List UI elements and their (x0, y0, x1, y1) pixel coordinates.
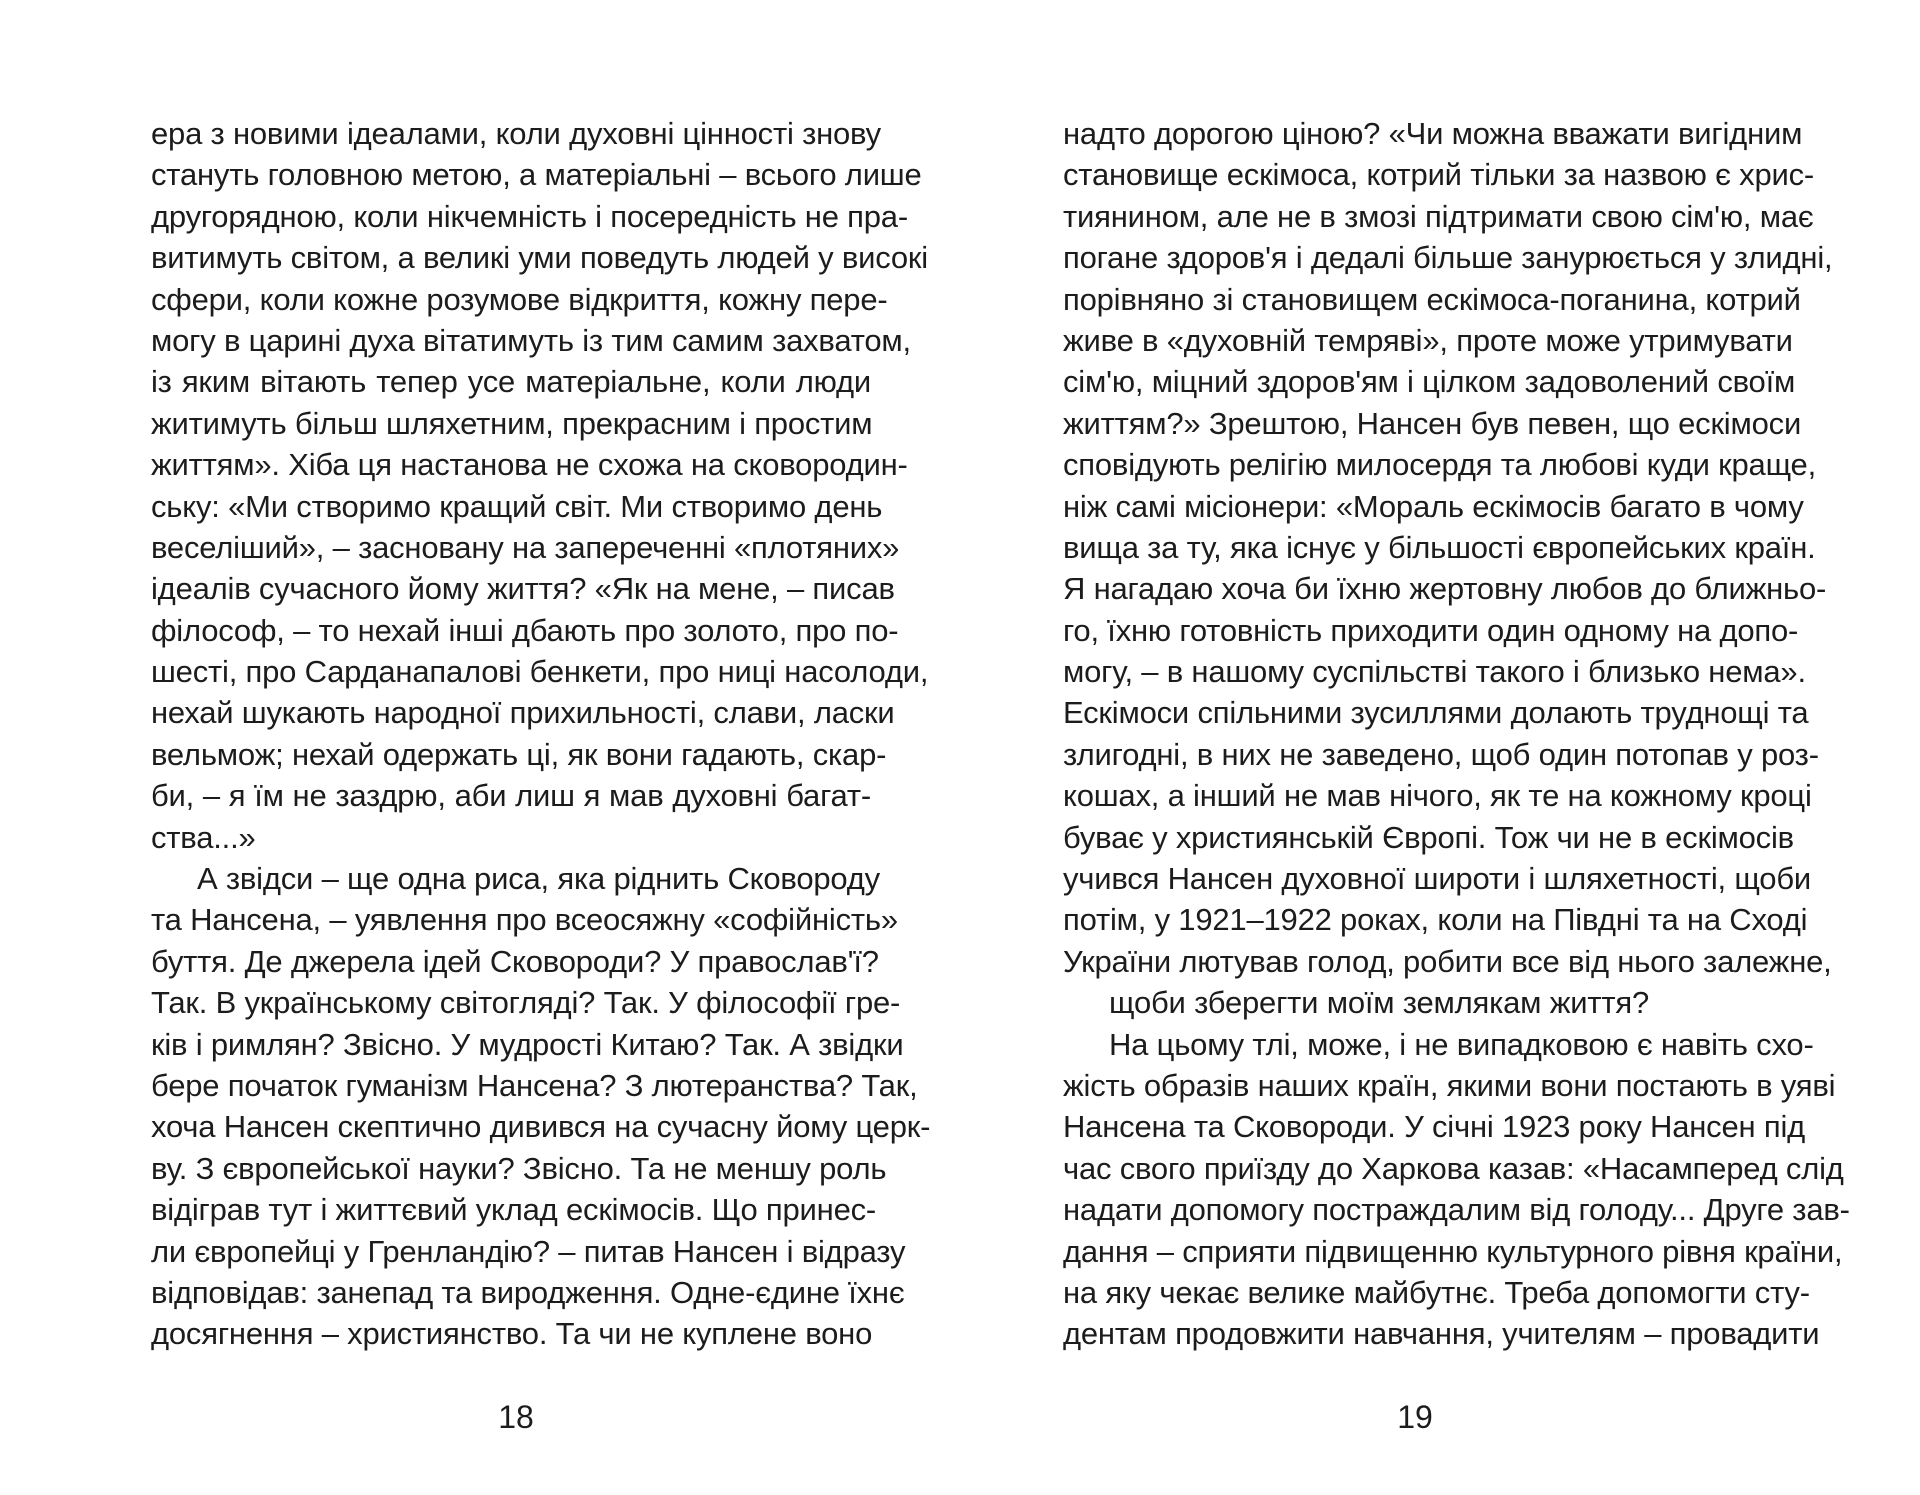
page-number-right: 19 (1397, 1399, 1433, 1435)
text-line: могу в царині духа вітатимуть із тим самим захватом, (151, 322, 911, 358)
text-line: потім, у 1921–1922 роках, коли на Півдні та на Сході (1063, 902, 1808, 938)
text-line: бере початок гуманізм Нансена? З лютеранства? Так, (151, 1067, 918, 1103)
text-line: тиянином, але не в змозі підтримати свою сім'ю, має (1063, 198, 1814, 234)
text-line: веселіший», – засновану на запереченні «плотяних» (151, 529, 900, 565)
text-line: сім'ю, міцний здоров'ям і цілком задоволений своїм (1063, 364, 1796, 400)
text-line: дання – сприяти підвищенню культурного рівня країни, (1063, 1233, 1843, 1269)
text-line: хоча Нансен скептично дивився на сучасну йому церк- (151, 1109, 931, 1145)
text-line: витимуть світом, а великі уми поведуть людей у високі (151, 240, 928, 276)
text-line: та Нансена, – уявлення про всеосяжну «софійність» (151, 902, 898, 938)
text-line: відповідав: занепад та виродження. Одне-єдине їхнє (151, 1274, 905, 1310)
text-line: ли європейці у Гренландію? – питав Нансен і відразу (151, 1233, 906, 1269)
text-line: надати допомогу постраждалим від голоду... Друге зав- (1063, 1192, 1850, 1228)
text-line: злигодні, в них не заведено, щоб один потопав у роз- (1063, 736, 1819, 772)
text-line: стануть головною метою, а матеріальні – всього лише (151, 157, 922, 193)
text-line: жість образів наших країн, якими вони постають в уяві (1063, 1067, 1836, 1103)
text-line: Я нагадаю хоча би їхню жертовну любов до ближньо- (1063, 571, 1827, 607)
left-page-text (151, 113, 931, 1355)
text-line: час свого приїзду до Харкова казав: «Насамперед слід (1063, 1150, 1844, 1186)
text-line: щоби зберегти моїм землякам життя? (1109, 985, 1649, 1021)
text-line: сфери, коли кожне розумове відкриття, кожну пере- (151, 281, 888, 317)
page-number-left: 18 (498, 1399, 534, 1435)
right-page-text (1063, 113, 1850, 1355)
text-line: погане здоров'я і дедалі більше занурюється у злидні, (1063, 240, 1833, 276)
text-line: вельмож; нехай одержать ці, як вони гадають, скар- (151, 736, 887, 772)
text-line: го, їхню готовність приходити один одному на допо- (1063, 612, 1799, 648)
text-line: дентам продовжити навчання, учителям – провадити (1063, 1316, 1820, 1352)
text-line: нехай шукають народної прихильності, слави, ласки (151, 695, 895, 731)
text-line: із яким вітають тепер усе матеріальне, коли люди (151, 364, 871, 400)
text-line: вища за ту, яка існує у більшості європейських країн. (1063, 529, 1816, 565)
left-page (151, 0, 931, 1495)
text-line: буває у християнській Європі. Тож чи не в ескімосів (1063, 819, 1794, 855)
text-line: на яку чекає велике майбутнє. Треба допомогти сту- (1063, 1274, 1810, 1310)
text-line: відіграв тут і життєвий уклад ескімосів. Що принес- (151, 1192, 877, 1228)
text-line: учився Нансен духовної широти і шляхетності, щоби (1063, 861, 1812, 897)
text-line: могу, – в нашому суспільстві такого і близько нема». (1063, 654, 1806, 690)
text-line-paragraph-start: А звідси – ще одна риса, яка ріднить Сковороду (197, 861, 880, 897)
text-line: філософ, – то нехай інші дбають про золото, про по- (151, 612, 899, 648)
text-line: досягнення – християнство. Та чи не куплене воно (151, 1316, 873, 1352)
text-line: життям?» Зрештою, Нансен був певен, що ескімоси (1063, 405, 1802, 441)
text-line: ства...» (151, 819, 256, 855)
right-page (1063, 0, 1850, 1495)
text-line: буття. Де джерела ідей Сковороди? У православ'ї? (151, 943, 879, 979)
text-line: ську: «Ми створимо кращий світ. Ми створимо день (151, 488, 883, 524)
text-line: Ескімоси спільними зусиллями долають труднощі та (1063, 695, 1809, 731)
text-line: другорядною, коли нікчемність і посередність не пра- (151, 198, 908, 234)
text-line: житимуть більш шляхетним, прекрасним і простим (151, 405, 873, 441)
text-line: життям». Хіба ця настанова не схожа на сковородин- (151, 447, 908, 483)
text-line: ніж самі місіонери: «Мораль ескімосів багато в чому (1063, 488, 1804, 524)
text-line: Так. В українському світогляді? Так. У філософії гре- (151, 985, 901, 1021)
text-line: Нансена та Сковороди. У січні 1923 року Нансен під (1063, 1109, 1806, 1145)
text-line: би, – я їм не заздрю, аби лиш я мав духовні багат- (151, 778, 871, 814)
text-line: становище ескімоса, котрий тільки за назвою є хрис- (1063, 157, 1815, 193)
text-line: кошах, а інший не мав нічого, як те на кожному кроці (1063, 778, 1812, 814)
text-line: шесті, про Сарданапалові бенкети, про ниці насолоди, (151, 654, 929, 690)
text-line: ідеалів сучасного йому життя? «Як на мене, – писав (151, 571, 895, 607)
text-line: ера з новими ідеалами, коли духовні цінності знову (151, 116, 881, 151)
text-line: України лютував голод, робити все від нього залежне, (1063, 943, 1832, 979)
text-line: живе в «духовній темряві», проте може утримувати (1063, 322, 1793, 358)
text-line-paragraph-start: На цьому тлі, може, і не випадковою є навіть схо- (1109, 1026, 1814, 1062)
text-line: надто дорогою ціною? «Чи можна вважати вигідним (1063, 116, 1803, 151)
text-line: ву. З європейської науки? Звісно. Та не меншу роль (151, 1150, 887, 1186)
text-line: ків і римлян? Звісно. У мудрості Китаю? Так. А звідки (151, 1026, 904, 1062)
text-line: сповідують релігію милосердя та любові куди краще, (1063, 447, 1817, 483)
text-line: порівняно зі становищем ескімоса-поганина, котрий (1063, 281, 1801, 317)
